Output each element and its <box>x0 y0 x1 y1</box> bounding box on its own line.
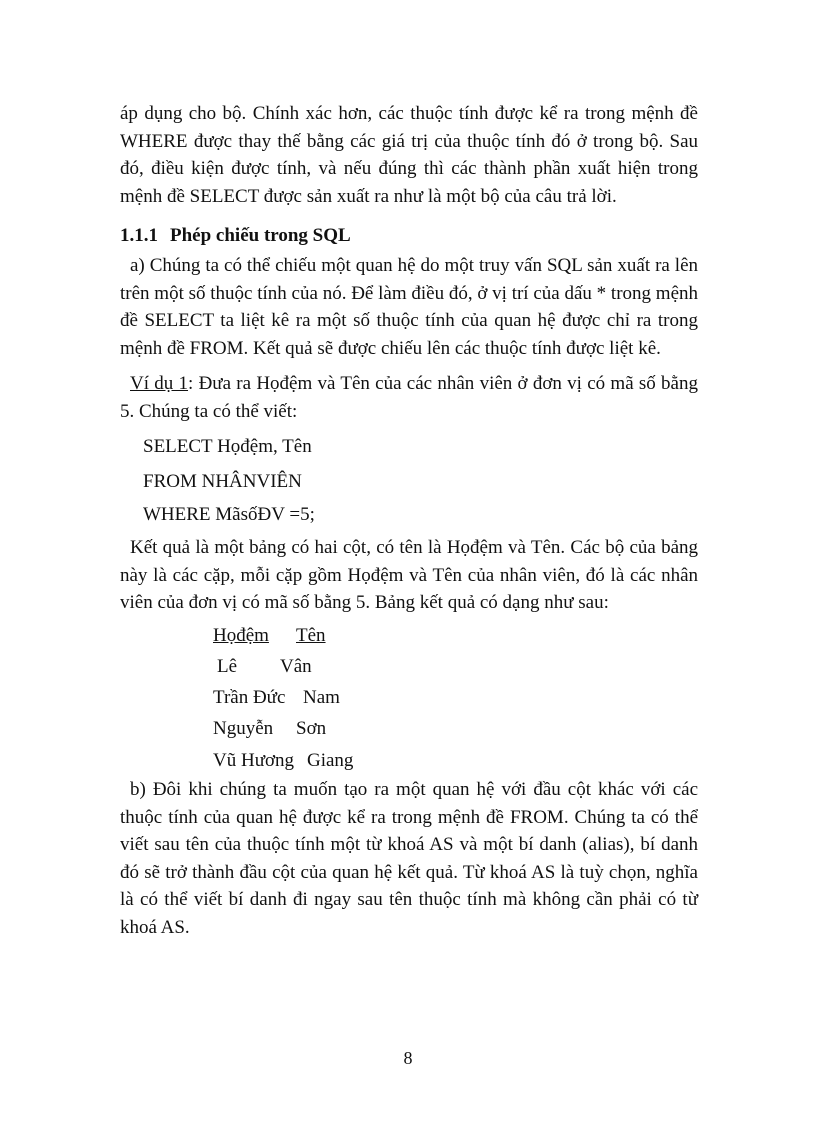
table-header-ten: Tên <box>296 625 326 646</box>
table-cell: Vũ Hương <box>213 750 295 771</box>
table-cell: Lê <box>217 656 238 677</box>
table-cell: Vân <box>280 656 312 677</box>
paragraph-alias: b) Đôi khi chúng ta muốn tạo ra một quan hệ với đầu cột khác với các thuộc tính của quan hệ được kể ra trong mệnh đề FROM. Chúng ta có thể viết sau tên của thuộc tính một từ khoá AS và một bí danh (alias), bí danh đó sẽ trở thành đầu cột của quan hệ kết quả. Từ khoá AS là tuỳ chọn, nghĩa là có thể viết bí danh đi ngay sau tên thuộc tính mà không cần phải có từ khoá AS. <box>120 779 698 938</box>
section-number: 1.1.1 <box>120 225 158 246</box>
example-text: : Đưa ra Họđệm và Tên của các nhân viên ở đơn vị có mã số bằng 5. Chúng ta có thể viết: <box>120 373 698 422</box>
table-cell: Nam <box>303 687 340 708</box>
paragraph-intro: áp dụng cho bộ. Chính xác hơn, các thuộc tính được kể ra trong mệnh đề WHERE được thay thế bằng các giá trị của thuộc tính đó ở trong bộ. Sau đó, điều kiện được tính, và nếu đúng thì các thành phần xuất hiện trong mệnh đề SELECT được sản xuất ra như là một bộ của câu trả lời. <box>120 103 698 207</box>
example-paragraph <box>120 370 698 425</box>
table-cell: Sơn <box>296 718 327 739</box>
table-cell: Nguyễn <box>213 718 274 739</box>
section-title: Phép chiếu trong SQL <box>170 225 351 246</box>
table-cell: Trần Đức <box>213 687 286 708</box>
paragraph-projection: a) Chúng ta có thể chiếu một quan hệ do một truy vấn SQL sản xuất ra lên trên một số thuộc tính của nó. Để làm điều đó, ở vị trí của dấu * trong mệnh đề SELECT ta liệt kê ra một số thuộc tính của quan hệ được chỉ ra trong mệnh đề FROM. Kết quả sẽ được chiếu lên các thuộc tính được liệt kê. <box>120 255 698 359</box>
code-line-where: WHERE MãsốĐV =5; <box>143 504 315 525</box>
page-number: 8 <box>403 1048 413 1068</box>
example-label: Ví dụ 1 <box>130 373 189 394</box>
code-line-select: SELECT Họđệm, Tên <box>143 436 312 457</box>
table-header-hodem: Họđệm <box>213 625 269 646</box>
table-cell: Giang <box>307 750 354 771</box>
code-line-from: FROM NHÂNVIÊN <box>143 471 302 492</box>
section-heading <box>120 222 351 249</box>
paragraph-result: Kết quả là một bảng có hai cột, có tên là Họđệm và Tên. Các bộ của bảng này là các cặp, mỗi cặp gồm Họđệm và Tên của nhân viên, đó là các nhân viên của đơn vị có mã số bằng 5. Bảng kết quả có dạng như sau: <box>120 537 698 613</box>
